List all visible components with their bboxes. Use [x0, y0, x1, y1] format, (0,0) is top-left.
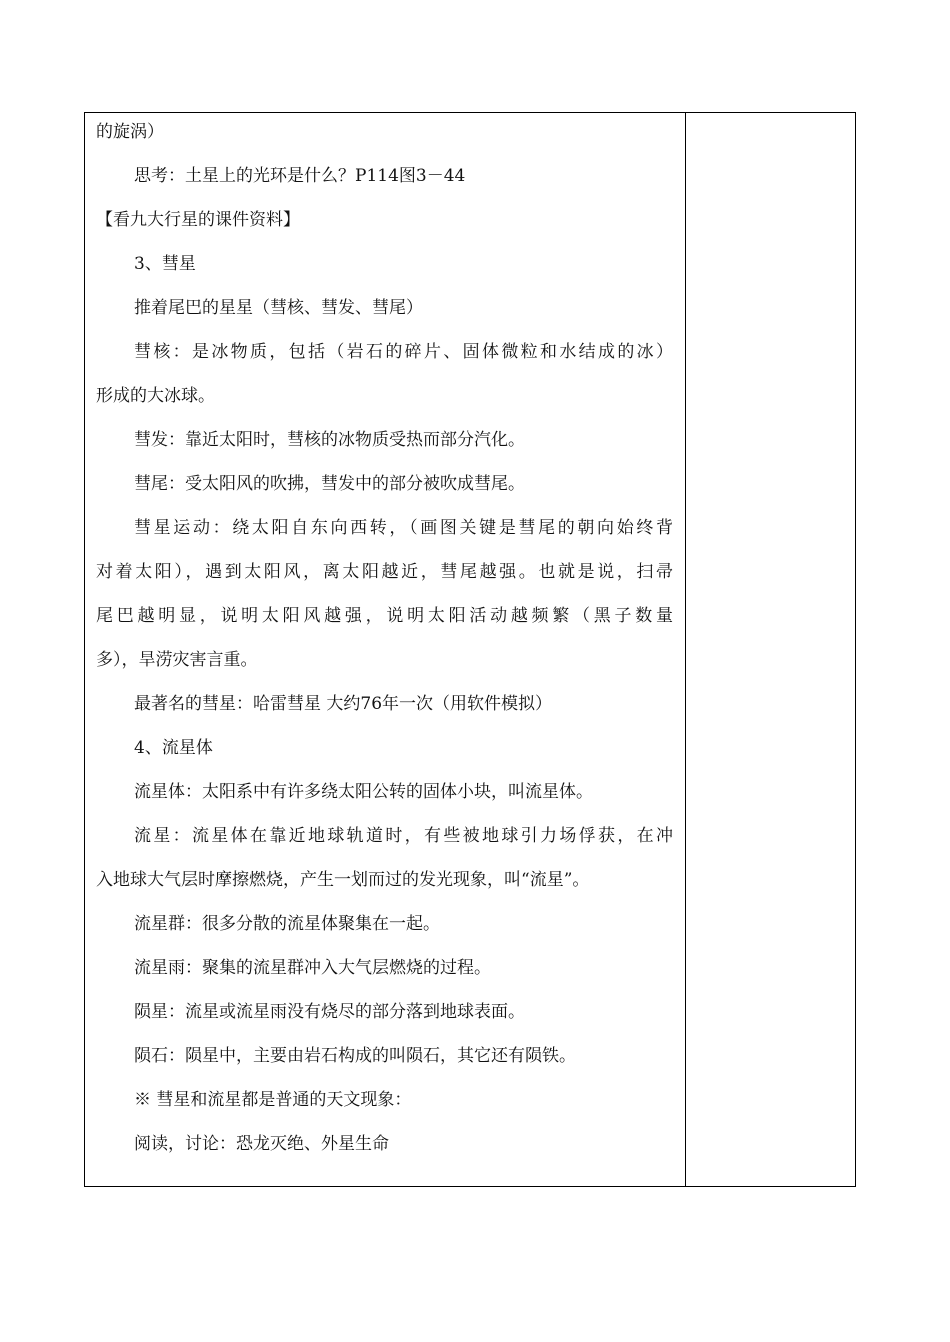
paragraph-stony-meteorite: 陨石：陨星中，主要由岩石构成的叫陨石，其它还有陨铁。 — [134, 1046, 576, 1066]
paragraph-comet-motion — [96, 517, 673, 671]
comet-nucleus-line-2: 形成的大冰球。 — [96, 386, 215, 406]
paragraph-comet-definition: 推着尾巴的星星（彗核、彗发、彗尾） — [134, 298, 423, 318]
paragraph-meteor — [96, 825, 673, 891]
lesson-text — [85, 113, 685, 1155]
content-table — [84, 112, 856, 1187]
notes-column — [686, 113, 856, 1186]
paragraph-comet-nucleus — [96, 341, 673, 407]
paragraph-meteorite: 陨星：流星或流星雨没有烧尽的部分落到地球表面。 — [134, 1002, 525, 1022]
paragraph-reading-discussion: 阅读，讨论：恐龙灭绝、外星生命 — [134, 1134, 389, 1154]
comet-motion-line-3: 尾巴越明显，说明太阳风越强，说明太阳活动越频繁（黑子数量 — [96, 606, 673, 626]
meteor-line-1: 流星：流星体在靠近地球轨道时，有些被地球引力场俘获，在冲 — [134, 826, 673, 846]
paragraph-meteoroid-definition: 流星体：太阳系中有许多绕太阳公转的固体小块，叫流星体。 — [134, 782, 593, 802]
heading-meteoroid: 4、流星体 — [134, 738, 213, 758]
comet-motion-line-1: 彗星运动：绕太阳自东向西转，（画图关键是彗尾的朝向始终背 — [134, 518, 673, 538]
paragraph-note-phenomena: ※ 彗星和流星都是普通的天文现象： — [134, 1090, 412, 1110]
paragraph-halley-comet: 最著名的彗星：哈雷彗星 大约76年一次（用软件模拟） — [134, 694, 553, 714]
paragraph-comet-tail: 彗尾：受太阳风的吹拂，彗发中的部分被吹成彗尾。 — [134, 474, 525, 494]
paragraph-saturn-question: 思考：土星上的光环是什么？P114图3－44 — [134, 166, 466, 186]
meteor-line-2: 入地球大气层时摩擦燃烧，产生一划而过的发光现象，叫“流星”。 — [96, 870, 590, 890]
comet-motion-line-2: 对着太阳），遇到太阳风，离太阳越近，彗尾越强。也就是说，扫帚 — [96, 562, 673, 582]
comet-motion-line-4: 多），旱涝灾害言重。 — [96, 650, 258, 670]
paragraph-vortex-end: 的旋涡） — [96, 122, 164, 142]
heading-comet: 3、彗星 — [134, 254, 196, 274]
paragraph-meteor-shower: 流星雨：聚集的流星群冲入大气层燃烧的过程。 — [134, 958, 491, 978]
main-column — [85, 113, 686, 1186]
paragraph-meteor-group: 流星群：很多分散的流星体聚集在一起。 — [134, 914, 440, 934]
paragraph-planets-courseware: 【看九大行星的课件资料】 — [96, 210, 300, 230]
comet-nucleus-line-1: 彗核：是冰物质，包括（岩石的碎片、固体微粒和水结成的冰） — [134, 342, 673, 362]
paragraph-coma: 彗发：靠近太阳时，彗核的冰物质受热而部分汽化。 — [134, 430, 525, 450]
